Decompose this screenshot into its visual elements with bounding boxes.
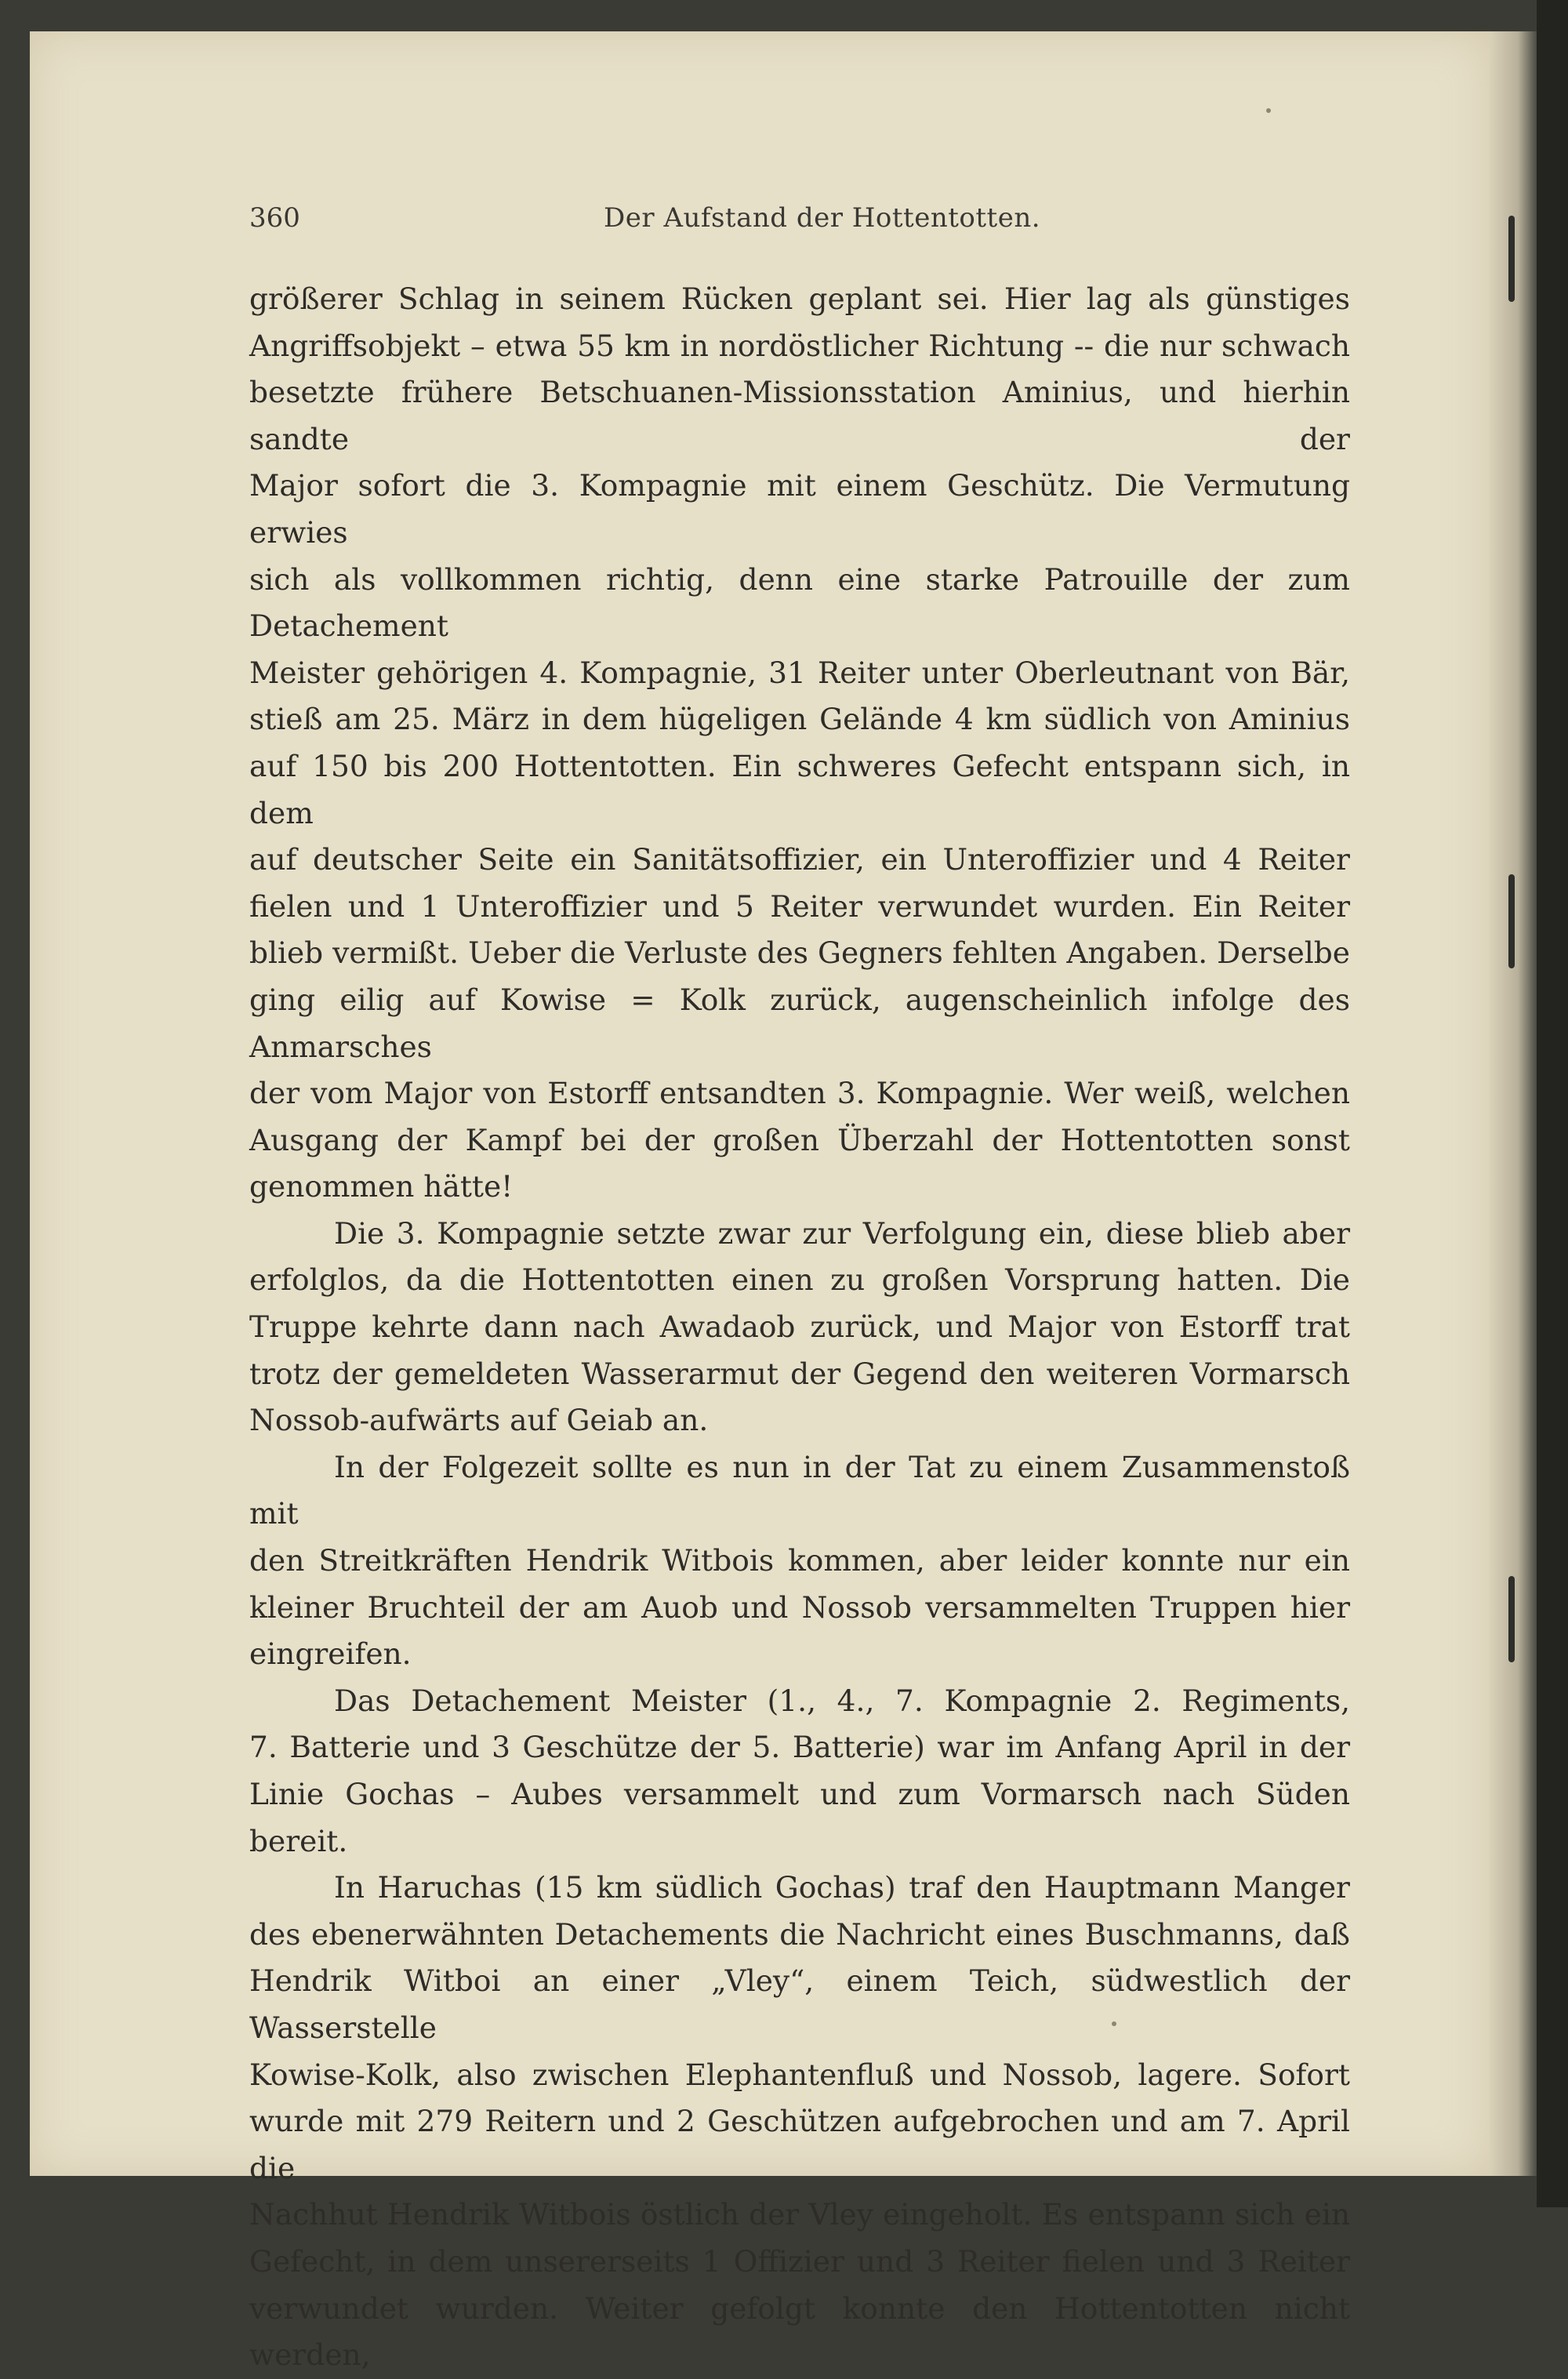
text-line: Kowise-Kolk, also zwischen Elephantenfluß und Nossob, lagere. Sofort <box>249 2057 1350 2092</box>
book-spine <box>1537 0 1568 2207</box>
text-line: In der Folgezeit sollte es nun in der Tat zu einem Zusammenstoß mit <box>249 1449 1350 1531</box>
text-line: erfolglos, da die Hottentotten einen zu großen Vorsprung hatten. Die <box>249 1262 1350 1298</box>
text-line: Hendrik Witboi an einer „Vley“, einem Teich, südwestlich der Wasserstelle <box>249 1963 1350 2045</box>
text-line: In Haruchas (15 km südlich Gochas) traf den Hauptmann Manger <box>334 1870 1350 1905</box>
text-line: Linie Gochas – Aubes versammelt und zum Vormarsch nach Süden bereit. <box>249 1777 1350 1858</box>
text-line: stieß am 25. März in dem hügeligen Gelände 4 km südlich von Aminius <box>249 702 1350 737</box>
text-line: den Streitkräften Hendrik Witbois kommen, aber leider konnte nur ein <box>249 1543 1350 1578</box>
text-line: wurde mit 279 Reitern und 2 Geschützen aufgebrochen und am 7. April die <box>249 2104 1350 2185</box>
text-line: eingreifen. <box>249 1636 412 1672</box>
paper-speck <box>1266 108 1271 113</box>
text-line: ging eilig auf Kowise = Kolk zurück, augenscheinlich infolge des Anmarsches <box>249 982 1350 1064</box>
text-line: 7. Batterie und 3 Geschütze der 5. Batterie) war im Anfang April in der <box>249 1730 1350 1765</box>
binding-clip <box>1508 874 1515 968</box>
text-line: des ebenerwähnten Detachements die Nachricht eines Buschmanns, daß <box>249 1916 1350 1952</box>
text-line: blieb vermißt. Ueber die Verluste des Gegners fehlten Angaben. Derselbe <box>249 935 1350 971</box>
binding-clip <box>1508 216 1515 302</box>
text-line: sich als vollkommen richtig, denn eine starke Patrouille der zum Detachement <box>249 561 1350 644</box>
text-line: Nachhut Hendrik Witbois östlich der Vley eingeholt. Es entspann sich ein <box>249 2197 1350 2232</box>
text-line: verwundet wurden. Weiter gefolgt konnte den Hottentotten nicht werden, <box>249 2290 1350 2373</box>
page-edge <box>1490 31 1537 2176</box>
text-line: Nossob-aufwärts auf Geiab an. <box>249 1403 709 1438</box>
binding-clip <box>1508 1576 1515 1662</box>
text-line: Angriffsobjekt – etwa 55 km in nordöstlicher Richtung -- die nur schwach <box>249 328 1350 363</box>
text-line: Gefecht, in dem unsererseits 1 Offizier und 3 Reiter fielen und 3 Reiter <box>249 2243 1350 2279</box>
text-line: fielen und 1 Unteroffizier und 5 Reiter verwundet wurden. Ein Reiter <box>249 888 1350 924</box>
text-line: Meister gehörigen 4. Kompagnie, 31 Reiter unter Oberleutnant von Bär, <box>249 655 1350 690</box>
text-line: Truppe kehrte dann nach Awadaob zurück, und Major von Estorff trat <box>249 1309 1350 1345</box>
text-line: auf 150 bis 200 Hottentotten. Ein schweres Gefecht entspann sich, in dem <box>249 748 1350 830</box>
text-line: auf deutscher Seite ein Sanitätsoffizier, ein Unteroffizier und 4 Reiter <box>249 842 1350 877</box>
text-line: Ausgang der Kampf bei der großen Überzahl der Hottentotten sonst <box>249 1122 1350 1157</box>
running-title: Der Aufstand der Hottentotten. <box>604 202 1041 234</box>
text-line: trotz der gemeldeten Wasserarmut der Gegend den weiteren Vormarsch <box>249 1356 1350 1391</box>
text-line: größerer Schlag in seinem Rücken geplant sei. Hier lag als günstiges <box>249 281 1350 316</box>
text-line: genommen hätte! <box>249 1169 514 1204</box>
body-text <box>249 276 1350 2379</box>
text-line: der vom Major von Estorff entsandten 3. Kompagnie. Wer weiß, welchen <box>249 1076 1350 1111</box>
text-line: Die 3. Kompagnie setzte zwar zur Verfolgung ein, diese blieb aber <box>334 1215 1350 1251</box>
text-line: Das Detachement Meister (1., 4., 7. Kompagnie 2. Regiments, <box>334 1683 1350 1718</box>
text-line: Major sofort die 3. Kompagnie mit einem Geschütz. Die Vermutung erwies <box>249 468 1350 550</box>
page-number: 360 <box>249 202 300 234</box>
text-line: besetzte frühere Betschuanen-Missionsstation Aminius, und hierhin sandte der <box>249 375 1350 456</box>
text-line: kleiner Bruchteil der am Auob und Nossob versammelten Truppen hier <box>249 1589 1350 1625</box>
page-header <box>249 202 1347 242</box>
